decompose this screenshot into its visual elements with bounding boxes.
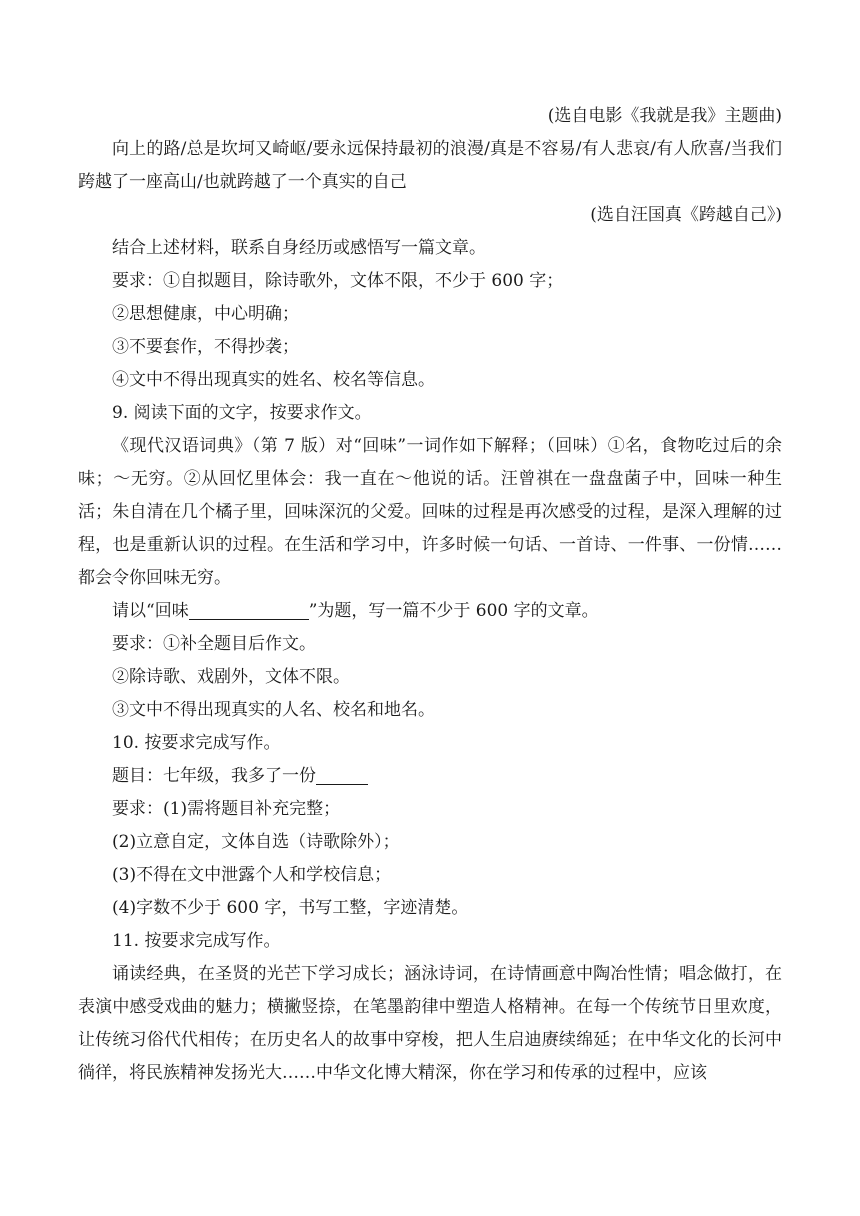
requirement-line: ③文中不得出现真实的人名、校名和地名。 [112, 700, 435, 720]
question-title: 11. 按要求完成写作。 [112, 931, 281, 951]
question-passage: 《现代汉语词典》（第 7 版）对“回味”一词作如下解释；（回味）①名，食物吃过后的余味；～无穷。②从回忆里体会：我一直在～他说的话。汪曾祺在一盘盘菌子中，回味一种生活；朱自清在几个橘子里，回味深沉的父爱。回味的过程是再次感受的过程，是深入理解的过程，也是重新认识的过程。在生活和学习中，许多时候一句话、一首诗、一件事、一份情……都会令你回味无穷。 [78, 436, 782, 588]
requirement-line: ③不要套作，不得抄袭； [112, 337, 299, 357]
topic-text: 题目：七年级，我多了一份 [112, 766, 316, 786]
question-title: 9. 阅读下面的文字，按要求作文。 [112, 403, 372, 423]
requirement-line: (2)立意自定，文体自选（诗歌除外）； [112, 832, 400, 852]
task-prompt: 结合上述材料，联系自身经历或感悟写一篇文章。 [112, 238, 486, 258]
fill-blank [189, 599, 309, 620]
source-citation: (选自电影《我就是我》主题曲) [547, 106, 782, 126]
document-page [78, 100, 782, 1090]
fill-blank [316, 764, 368, 785]
requirement-line: (3)不得在文中泄露个人和学校信息； [112, 865, 392, 885]
source-citation: (选自汪国真《跨越自己》) [590, 205, 782, 225]
question-prompt [78, 595, 782, 628]
requirement-line: ④文中不得出现真实的姓名、校名等信息。 [112, 370, 435, 390]
question-title: 10. 按要求完成写作。 [112, 733, 281, 753]
requirement-line: 要求：①自拟题目，除诗歌外，文体不限，不少于 600 字； [112, 271, 564, 291]
requirement-line: ②思想健康，中心明确； [112, 304, 299, 324]
requirement-line: 要求：(1)需将题目补充完整； [112, 799, 341, 819]
requirement-line: 要求：①补全题目后作文。 [112, 634, 316, 654]
question-topic [78, 760, 782, 793]
requirement-line: ②除诗歌、戏剧外，文体不限。 [112, 667, 350, 687]
requirement-line: (4)字数不少于 600 字，书写工整，字迹清楚。 [112, 898, 469, 918]
poem-excerpt: 向上的路/总是坎坷又崎岖/要永远保持最初的浪漫/真是不容易/有人悲哀/有人欣喜/当我们跨越了一座高山/也就跨越了一个真实的自己 [78, 139, 782, 192]
prompt-text: ”为题，写一篇不少于 600 字的文章。 [308, 601, 599, 621]
prompt-text: 请以“回味 [112, 601, 189, 621]
question-passage: 诵读经典，在圣贤的光芒下学习成长；涵泳诗词，在诗情画意中陶冶性情；唱念做打，在表演中感受戏曲的魅力；横撇竖捺，在笔墨韵律中塑造人格精神。在每一个传统节日里欢度，让传统习俗代代相传；在历史名人的故事中穿梭，把人生启迪赓续绵延；在中华文化的长河中徜徉，将民族精神发扬光大……中华文化博大精深，你在学习和传承的过程中，应该 [78, 964, 782, 1083]
